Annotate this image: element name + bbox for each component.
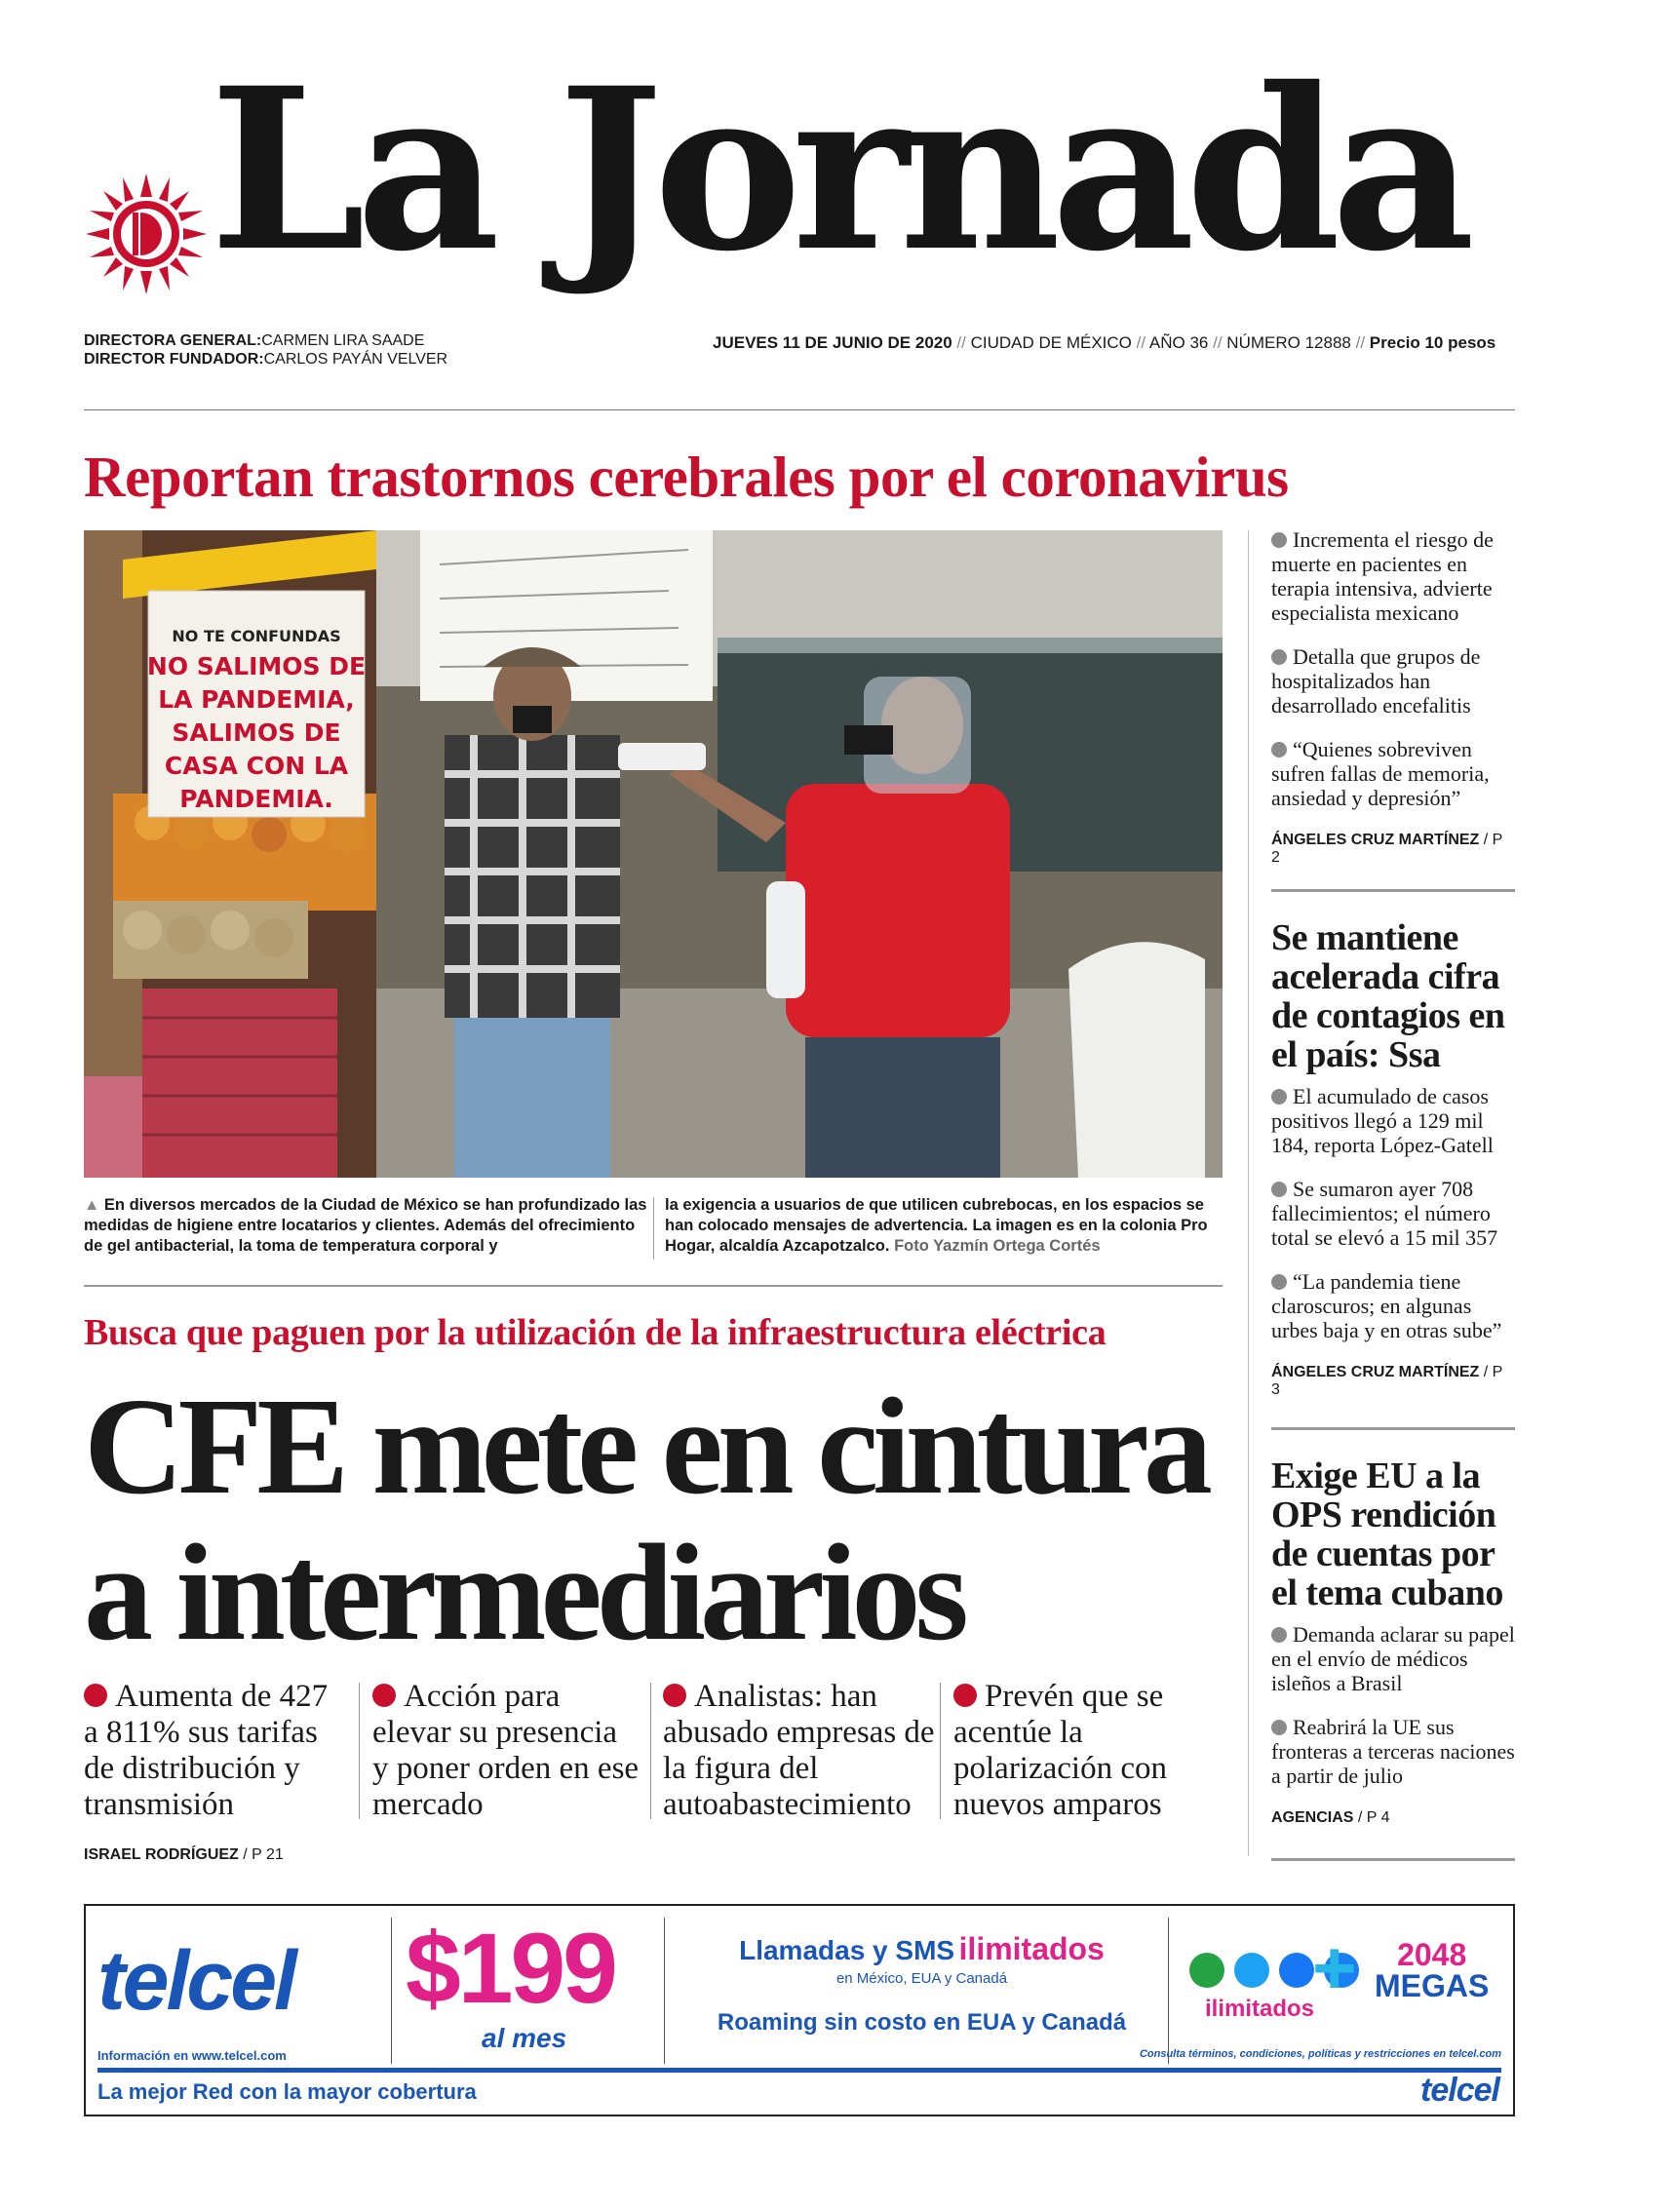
ad-calls-text: Llamadas y SMS — [739, 1935, 955, 1965]
list-item: Detalla que grupos de hospitalizados han desarrollado encefalitis — [1271, 644, 1481, 718]
main-column: Acción para elevar su presencia y poner orden en ese mercado — [372, 1679, 640, 1822]
sidebar-rule — [1271, 889, 1515, 892]
sign-line: NO TE CONFUNDAS — [172, 627, 341, 645]
price: Precio 10 pesos — [1369, 333, 1496, 352]
whatsapp-icon — [1189, 1953, 1224, 1988]
separator: // — [956, 333, 966, 352]
bullet-icon — [663, 1684, 686, 1707]
bullet-icon — [1271, 1274, 1287, 1290]
director-general-name: CARMEN LIRA SAADE — [261, 332, 425, 349]
masthead-divider — [84, 409, 1515, 410]
side-story-headline: Exige EU a la OPS rendición de cuentas por el tema cubano — [1271, 1455, 1503, 1613]
byline: ÁNGELES CRUZ MARTÍNEZ / P 3 — [1271, 1364, 1503, 1398]
ad-megas — [1375, 1939, 1489, 2001]
main-story-rule — [84, 1285, 1223, 1287]
bullet-icon — [372, 1684, 396, 1707]
separator: // — [1355, 333, 1366, 352]
year: AÑO 36 — [1148, 333, 1209, 352]
byline: ÁNGELES CRUZ MARTÍNEZ / P 2 — [1271, 832, 1503, 866]
separator: // — [1136, 333, 1146, 352]
main-column: Analistas: han abusado empresas de la figura del autoabastecimiento — [663, 1679, 935, 1822]
facebook-icon — [1279, 1953, 1314, 1988]
ad-tagline: La mejor Red con la mayor cobertura — [97, 2079, 477, 2104]
bullet-icon — [1271, 1089, 1287, 1105]
byline: ISRAEL RODRÍGUEZ / P 21 — [84, 1846, 284, 1863]
director-fundador-name: CARLOS PAYÁN VELVER — [263, 351, 448, 368]
masthead-title: La Jornada — [210, 39, 1466, 300]
ad-logo-small: telcel — [1420, 2072, 1499, 2109]
column-divider — [940, 1683, 941, 1819]
ad-calls — [690, 1931, 1153, 1967]
sign-line: PANDEMIA. — [179, 785, 333, 813]
sidebar-rule — [1271, 1858, 1515, 1861]
main-story-headline — [84, 1369, 1207, 1669]
headline-line: a intermediarios — [84, 1515, 963, 1669]
column-divider — [359, 1683, 360, 1819]
market-photo — [84, 530, 1223, 1178]
list-item: Demanda aclarar su papel en el envío de médicos isleños a Brasil — [1271, 1622, 1515, 1695]
market-photo-illustration — [84, 530, 1223, 1178]
page-ref: / P 3 — [1271, 1364, 1503, 1398]
ad-info: Información en www.telcel.com — [97, 2048, 287, 2063]
bullet-icon — [1271, 1720, 1287, 1735]
ad-band — [97, 2068, 1501, 2073]
caption-right-text: la exigencia a usuarios de que utilicen cubrebocas, en los espacios se han colocado mensajes de advertencia. La imagen es en la colonia Pro Hogar, alcaldía Azcapotzalco. — [665, 1196, 1208, 1255]
page-ref: / P 21 — [243, 1846, 284, 1863]
bullet-icon — [84, 1684, 107, 1707]
twitter-icon — [1234, 1953, 1269, 1988]
ad-calls-sub: en México, EUA y Canadá — [835, 1970, 1008, 1987]
city: CIUDAD DE MÉXICO — [970, 333, 1132, 352]
ad-divider — [1168, 1918, 1169, 2064]
sign-line: LA PANDEMIA, — [158, 685, 355, 714]
page-ref: / P 2 — [1271, 832, 1503, 866]
bullet-icon — [1271, 1627, 1287, 1643]
byline: AGENCIAS / P 4 — [1271, 1809, 1390, 1826]
issue-number: NÚMERO 12888 — [1226, 333, 1351, 352]
caption-left-text: En diversos mercados de la Ciudad de México se han profundizado las medidas de higiene entre locatarios y clientes. Además del ofrecimiento de gel antibacterial, la toma de temperatura corporal y — [84, 1196, 647, 1255]
bullet-icon — [1271, 649, 1287, 665]
sign-line: SALIMOS DE — [172, 718, 341, 747]
ad-divider — [391, 1918, 392, 2064]
credits — [84, 331, 447, 369]
list-item: “La pandemia tiene claroscuros; en algunas urbes baja y en otras sube” — [1271, 1269, 1502, 1342]
ad-terms: Consulta términos, condiciones, políticas y restricciones en telcel.com — [1139, 2048, 1501, 2060]
bullet-icon — [1271, 742, 1287, 757]
photo-caption-right — [665, 1195, 1223, 1257]
main-column: Aumenta de 427 a 811% sus tarifas de distribución y transmisión — [84, 1679, 329, 1822]
top-story-headline: Reportan trastornos cerebrales por el coronavirus — [84, 445, 1289, 509]
dateline — [713, 333, 1495, 353]
photo-credit: Foto Yazmín Ortega Cortés — [894, 1237, 1101, 1255]
main-column: Prevén que se acentúe la polarización con nuevos amparos — [953, 1679, 1167, 1822]
bullet-icon — [953, 1684, 977, 1707]
ad-brand-logo: telcel — [97, 1934, 294, 2028]
separator: // — [1213, 333, 1223, 352]
ad-social-label: ilimitados — [1205, 1996, 1315, 2022]
list-item: Se sumaron ayer 708 fallecimientos; el número total se elevó a 15 mil 357 — [1271, 1177, 1498, 1250]
sun-logo-icon — [86, 174, 207, 294]
list-item: “Quienes sobreviven sufren fallas de memoria, ansiedad y depresión” — [1271, 737, 1490, 810]
list-item: Reabrirá la UE sus fronteras a terceras naciones a partir de julio — [1271, 1715, 1515, 1788]
ad-megas-label: MEGAS — [1375, 1968, 1490, 2003]
page-ref: / P 4 — [1357, 1809, 1390, 1826]
ad-roaming: Roaming sin costo en EUA y Canadá — [717, 2009, 1127, 2036]
headline-line: CFE mete en cintura — [84, 1369, 1207, 1523]
ad-megas-number: 2048 — [1397, 1937, 1467, 1972]
sidebar-rule — [1271, 1427, 1515, 1430]
telcel-ad[interactable] — [84, 1904, 1515, 2116]
list-item: El acumulado de casos positivos llegó a 129 mil 184, reporta López-Gatell — [1271, 1084, 1494, 1157]
ad-price: $199 — [406, 1913, 615, 2024]
ad-price-period: al mes — [482, 2023, 567, 2053]
main-story-subhead: Busca que paguen por la utilización de la infraestructura eléctrica — [84, 1312, 1107, 1353]
photo-caption-left — [84, 1195, 649, 1257]
bullet-icon — [1271, 1182, 1287, 1197]
caption-triangle-icon: ▲ — [84, 1196, 104, 1214]
top-story-bullets — [1271, 527, 1515, 867]
sign-line: CASA CON LA — [164, 752, 349, 780]
ad-divider — [664, 1918, 665, 2064]
date: JUEVES 11 DE JUNIO DE 2020 — [713, 333, 952, 352]
director-fundador-label: DIRECTOR FUNDADOR: — [84, 351, 264, 368]
side-story-headline: Se mantiene acelerada cifra de contagios en el país: Ssa — [1271, 917, 1505, 1075]
ad-calls-highlight: ilimitados — [958, 1931, 1105, 1966]
caption-divider — [653, 1197, 654, 1260]
list-item: Incrementa el riesgo de muerte en pacientes en terapia intensiva, advierte especialista mexicano — [1271, 527, 1494, 625]
director-general-label: DIRECTORA GENERAL: — [84, 332, 262, 349]
sidebar-divider — [1248, 530, 1249, 1856]
side-story-contagios — [1271, 918, 1515, 1399]
bullet-icon — [1271, 532, 1287, 548]
ad-plus: + — [1312, 1924, 1357, 2010]
sign-line: NO SALIMOS DE — [146, 652, 367, 680]
column-divider — [650, 1683, 651, 1819]
side-story-ops — [1271, 1456, 1515, 1827]
